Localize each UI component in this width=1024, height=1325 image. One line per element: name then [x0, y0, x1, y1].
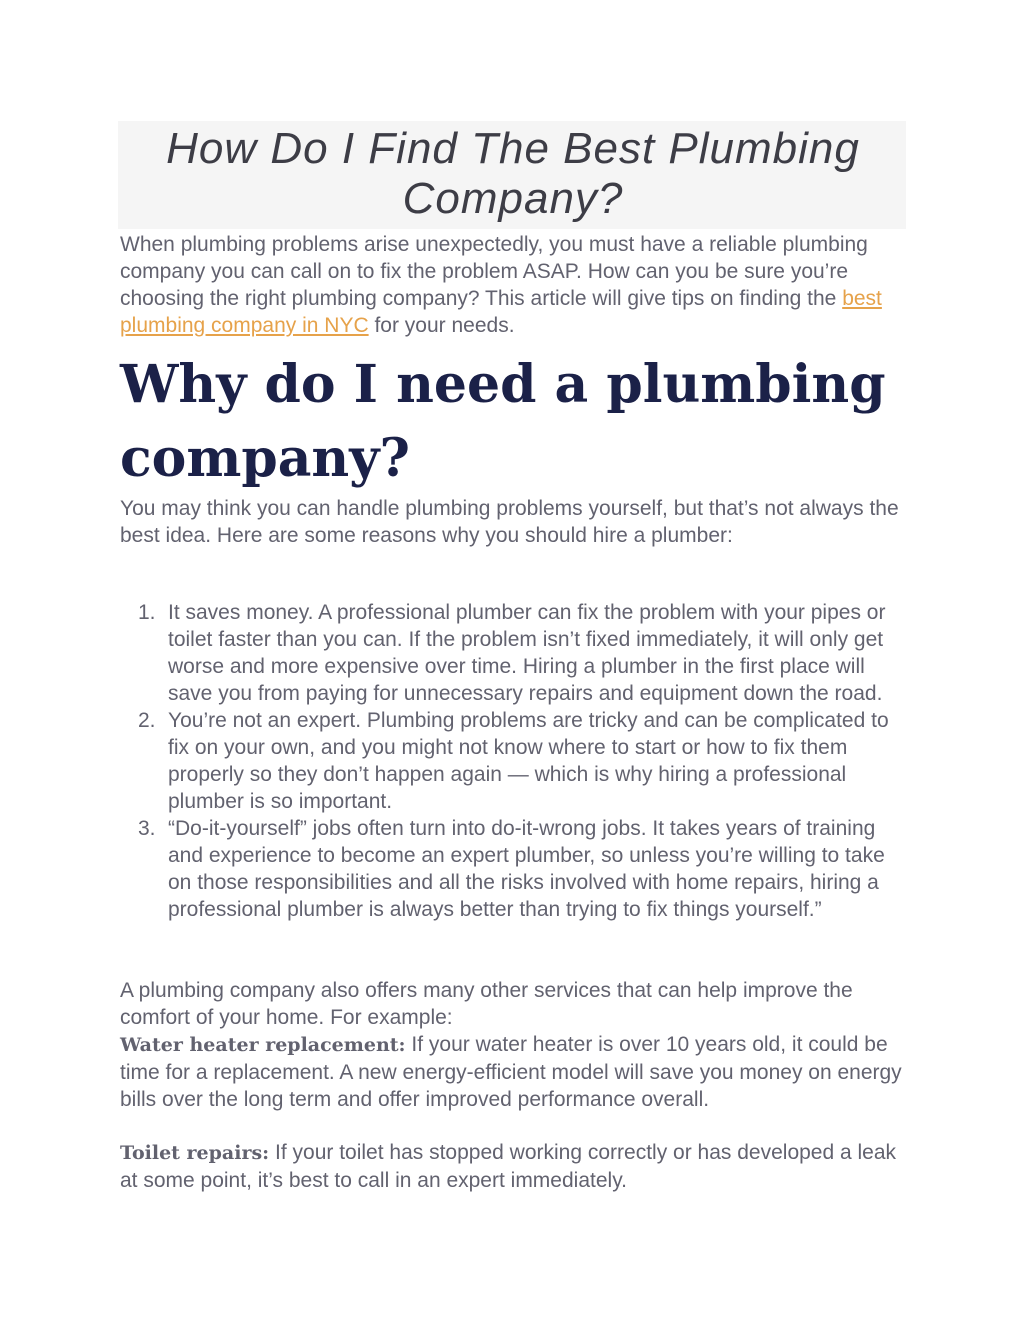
list-item-number: 2.	[138, 709, 156, 732]
service-text: If your toilet has stopped working correctly or has developed a leak at some point, it’s best to call in an expert immediately.	[120, 1141, 897, 1192]
list-item	[120, 599, 910, 707]
list-item	[120, 707, 910, 815]
list-item-text: You’re not an expert. Plumbing problems are tricky and can be complicated to fix on your own, and you might not know where to start or how to fix them properly so they don’t happen again — which is why hiring a professional plumber is so important.	[168, 709, 889, 813]
service-text: If your water heater is over 10 years old, it could be time for a replacement. A new energy-efficient model will save you money on energy bills over the long term and offer improved performance overall.	[120, 1033, 902, 1111]
list-item-text: It saves money. A professional plumber can fix the problem with your pipes or toilet faster than you can. If the problem isn’t fixed immediately, it will only get worse and more expensive over time. Hiring a plumber in the first place will save you from paying for unnecessary repairs and equipment down the road.	[168, 601, 886, 705]
reasons-list	[120, 599, 910, 923]
intro-text-before-link: When plumbing problems arise unexpectedly, you must have a reliable plumbing company you can call on to fix the problem ASAP. How can you be sure you’re choosing the right plumbing company? This article will give tips on finding the	[120, 233, 868, 310]
intro-paragraph	[120, 231, 900, 339]
service-toilet-repairs	[120, 1139, 910, 1194]
list-item-text: “Do-it-yourself” jobs often turn into do-it-wrong jobs. It takes years of training and experience to become an expert plumber, so unless you’re willing to take on those responsibilities and all the risks involved with home repairs, hiring a professional plumber is always better than trying to fix things yourself.”	[168, 817, 885, 921]
service-label: Toilet repairs:	[120, 1142, 270, 1164]
list-item-number: 3.	[138, 817, 156, 840]
list-item-number: 1.	[138, 601, 156, 624]
intro-text-after-link: for your needs.	[368, 314, 515, 337]
best-plumbing-company-link[interactable]: best plumbing company in NYC	[120, 287, 882, 337]
service-water-heater	[120, 1031, 910, 1113]
service-label: Water heater replacement:	[120, 1034, 406, 1056]
section-heading: Why do I need a plumbing company?	[120, 354, 886, 489]
list-item	[120, 815, 910, 923]
services-intro-paragraph: A plumbing company also offers many other services that can help improve the comfort of your home. For example:	[120, 979, 853, 1029]
section-intro-paragraph: You may think you can handle plumbing problems yourself, but that’s not always the best idea. Here are some reasons why you should hire a plumber:	[120, 497, 899, 547]
page-title: How Do I Find The Best Plumbing Company?	[166, 124, 860, 223]
